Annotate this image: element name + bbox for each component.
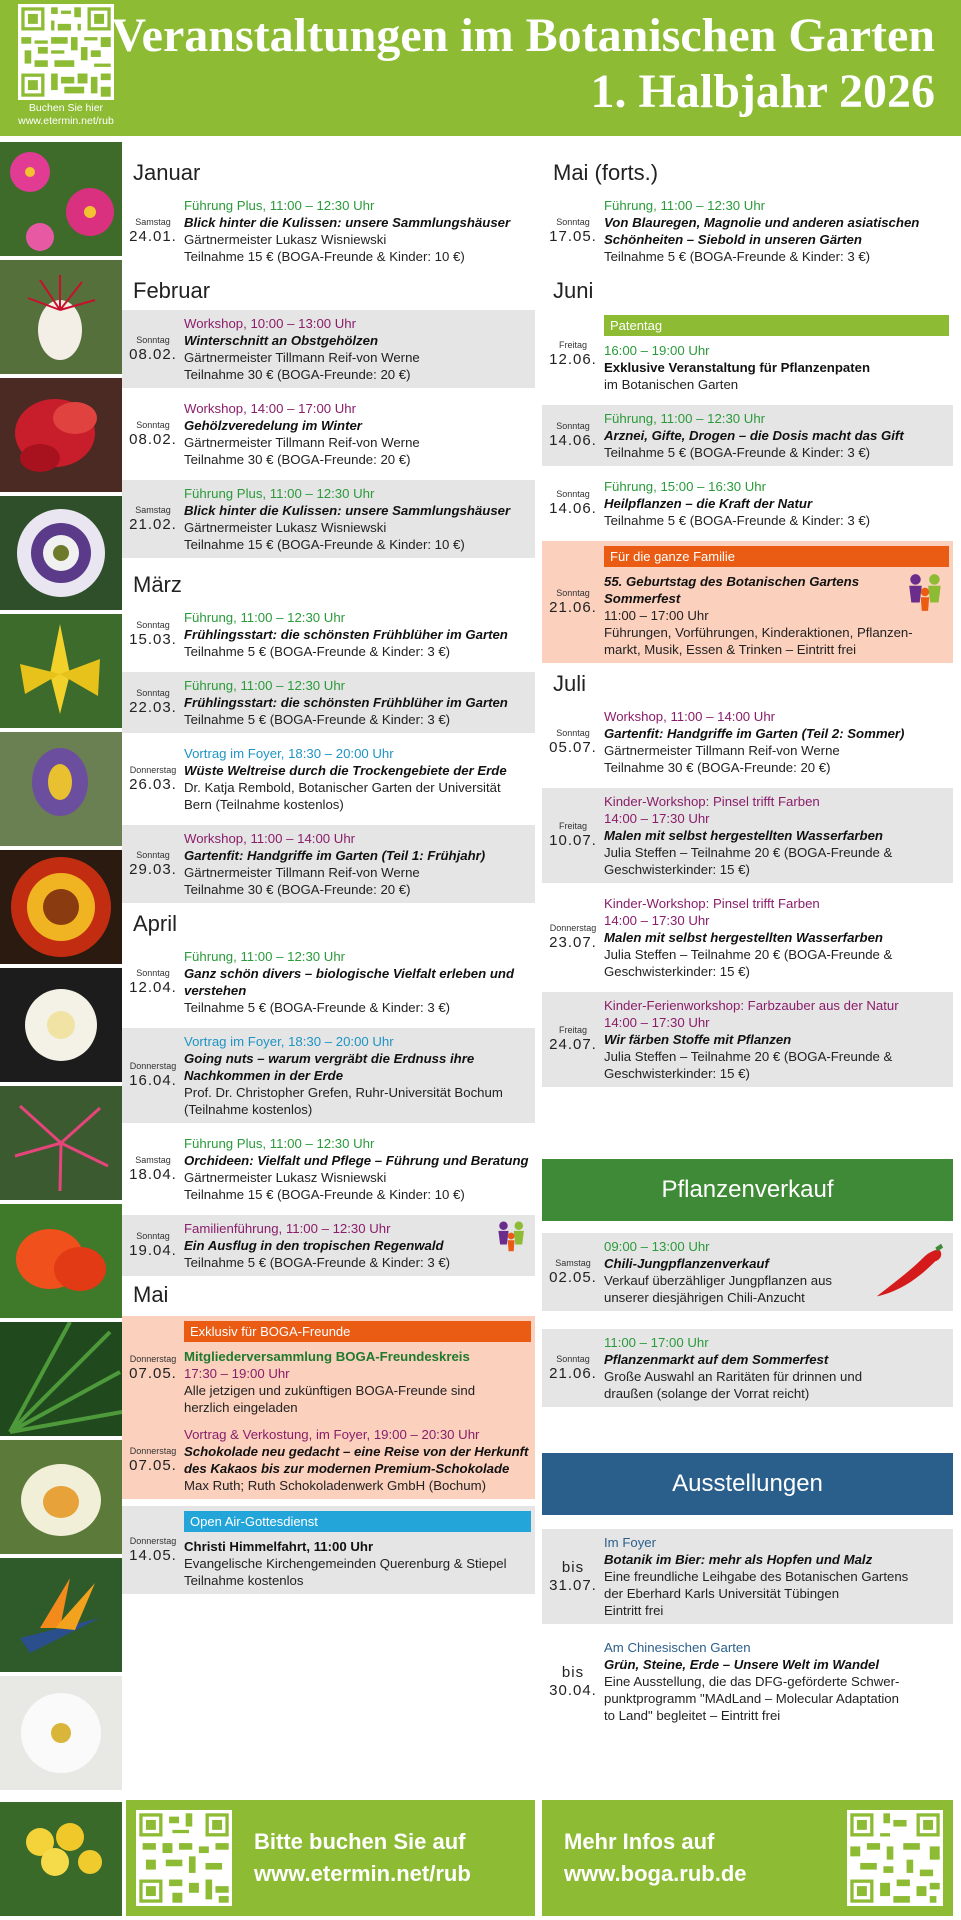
event-kind: Kinder-Workshop: Pinsel trifft Farben bbox=[604, 794, 820, 809]
event-time: 17:30 – 19:00 Uhr bbox=[184, 1366, 290, 1381]
pink-cosmos-photo bbox=[0, 142, 122, 256]
event-price: Teilnahme 5 € (BOGA-Freunde & Kinder: 3 €) bbox=[184, 1000, 451, 1015]
event-entry bbox=[122, 1215, 535, 1276]
month-heading-mai-forts: Mai (forts.) bbox=[553, 160, 659, 185]
event-price: Geschwisterkinder: 15 €) bbox=[604, 862, 750, 877]
event-kind: Führung Plus, 11:00 – 12:30 Uhr bbox=[184, 198, 375, 213]
event-price: Teilnahme 5 € (BOGA-Freunde & Kinder: 3 €) bbox=[184, 712, 451, 727]
feijoa-flower-photo bbox=[0, 260, 122, 374]
event-date: 18.04. bbox=[129, 1165, 177, 1183]
event-date: 24.07. bbox=[549, 1036, 597, 1053]
event-detail: Eine freundliche Leihgabe des Botanischen Gartens bbox=[604, 1569, 909, 1584]
event-entry bbox=[122, 943, 535, 1021]
event-title: Wüste Weltreise durch die Trockengebiete der Erde bbox=[184, 763, 507, 778]
event-title: Chili-Jungpflanzenverkauf bbox=[604, 1256, 769, 1271]
event-title: Pflanzenmarkt auf dem Sommerfest bbox=[604, 1352, 829, 1367]
event-price: Teilnahme kostenlos bbox=[184, 1573, 304, 1588]
event-title: Heilpflanzen – die Kraft der Natur bbox=[604, 496, 813, 511]
plant-sale-entry bbox=[542, 1329, 953, 1407]
event-body bbox=[184, 1511, 531, 1589]
event-entry bbox=[122, 1130, 535, 1208]
bis-label: bis bbox=[561, 1663, 585, 1681]
event-title: Schokolade neu gedacht – eine Reise von der Herkunft des Kakaos bis zur modernen Premium-Schokolade bbox=[184, 1444, 529, 1476]
event-title: Von Blauregen, Magnolie und anderen asiatischen Schönheiten – Siebold in unseren Gärten bbox=[604, 215, 920, 247]
month-heading-juni: Juni bbox=[553, 278, 594, 303]
event-detail: Prof. Dr. Christopher Grefen, Ruhr-Universität Bochum bbox=[184, 1085, 503, 1100]
event-body bbox=[184, 948, 531, 1016]
event-entry bbox=[542, 310, 953, 398]
month-heading-februar: Februar bbox=[133, 278, 211, 303]
event-date: 10.07. bbox=[549, 832, 597, 849]
event-kind: Familienführung, 11:00 – 12:30 Uhr bbox=[184, 1221, 391, 1236]
month-heading-mai: Mai bbox=[133, 1282, 169, 1307]
event-title: Arznei, Gifte, Drogen – die Dosis macht das Gift bbox=[604, 428, 904, 443]
event-time: 09:00 – 13:00 Uhr bbox=[604, 1239, 710, 1254]
date-box bbox=[122, 1321, 184, 1416]
month-heading-april: April bbox=[133, 911, 178, 936]
footer-info-link[interactable]: www.boga.rub.de bbox=[564, 1861, 747, 1886]
exhibition-entry bbox=[542, 1529, 953, 1624]
event-entry bbox=[122, 672, 535, 733]
weekday: Sonntag bbox=[556, 587, 590, 598]
event-detail: Alle jetzigen und zukünftigen BOGA-Freunde sind bbox=[184, 1383, 476, 1398]
bird-of-paradise-photo bbox=[0, 1558, 122, 1672]
event-title: Frühlingsstart: die schönsten Frühblüher im Garten bbox=[184, 627, 508, 642]
event-date: 30.04. bbox=[549, 1681, 597, 1699]
qr-caption-line2[interactable]: www.etermin.net/rub bbox=[18, 115, 114, 127]
event-title: Blick hinter die Kulissen: unsere Sammlungshäuser bbox=[184, 503, 511, 518]
event-date: 17.05. bbox=[549, 227, 597, 245]
event-price: Teilnahme 5 € (BOGA-Freunde & Kinder: 3 €) bbox=[604, 445, 871, 460]
weekday: Sonntag bbox=[556, 489, 590, 499]
event-detail: herzlich eingeladen bbox=[184, 1400, 298, 1415]
event-date: 14.05. bbox=[129, 1546, 177, 1564]
event-body bbox=[604, 793, 949, 878]
date-box bbox=[122, 315, 184, 383]
event-price: Teilnahme 15 € (BOGA-Freunde & Kinder: 10 €) bbox=[184, 249, 465, 264]
passion-flower-photo bbox=[0, 496, 122, 610]
date-box bbox=[542, 895, 604, 980]
event-time: 11:00 – 17:00 Uhr bbox=[604, 1335, 709, 1350]
event-entry bbox=[122, 1421, 535, 1499]
event-body bbox=[184, 830, 531, 898]
event-detail: Julia Steffen – Teilnahme 20 € (BOGA-Freunde & bbox=[604, 1049, 893, 1064]
footer-info-line1: Mehr Infos auf bbox=[564, 1829, 715, 1854]
event-body bbox=[604, 478, 949, 529]
weekday: Donnerstag bbox=[549, 923, 597, 933]
open-air-bar: Open Air-Gottesdienst bbox=[184, 1511, 531, 1532]
event-price: Teilnahme 5 € (BOGA-Freunde & Kinder: 3 €) bbox=[604, 513, 871, 528]
event-entry bbox=[542, 788, 953, 883]
event-title: Exklusive Veranstaltung für Pflanzenpaten bbox=[604, 360, 871, 375]
event-entry bbox=[122, 192, 535, 270]
event-body bbox=[184, 1033, 531, 1118]
event-entry bbox=[542, 405, 953, 466]
event-title: Winterschnitt an Obstgehölzen bbox=[184, 333, 379, 348]
weekday: Donnerstag bbox=[129, 1354, 177, 1364]
event-date: 02.05. bbox=[549, 1268, 597, 1286]
weekday: Freitag bbox=[558, 1025, 587, 1035]
chili-pepper-icon bbox=[869, 1243, 947, 1303]
event-date: 14.06. bbox=[549, 432, 597, 449]
family-bar: Für die ganze Familie bbox=[604, 546, 949, 567]
event-date: 16.04. bbox=[129, 1072, 177, 1089]
event-title: 55. Geburtstag des Botanischen Gartens Sommerfest bbox=[604, 574, 860, 606]
event-price: Bern (Teilnahme kostenlos) bbox=[184, 797, 344, 812]
event-title: Malen mit selbst hergestellten Wasserfarben bbox=[604, 930, 883, 945]
event-detail: Gärtnermeister Tillmann Reif-von Werne bbox=[604, 743, 840, 758]
date-box bbox=[122, 1135, 184, 1203]
event-entry bbox=[122, 1028, 535, 1123]
event-date: 14.06. bbox=[549, 500, 597, 517]
event-date: 08.02. bbox=[129, 430, 177, 448]
event-body bbox=[184, 1220, 531, 1271]
event-body bbox=[184, 1135, 531, 1203]
event-date: 24.01. bbox=[129, 227, 177, 245]
qr-code-icon[interactable] bbox=[847, 1810, 943, 1906]
event-body bbox=[604, 708, 949, 776]
event-time: 11:00 – 17:00 Uhr bbox=[604, 608, 709, 623]
event-entry bbox=[122, 1506, 535, 1594]
family-icon bbox=[905, 571, 947, 613]
event-date: 21.06. bbox=[549, 598, 597, 616]
event-price: Teilnahme 30 € (BOGA-Freunde: 20 €) bbox=[184, 882, 411, 897]
event-kind: Kinder-Workshop: Pinsel trifft Farben bbox=[604, 896, 820, 911]
date-box bbox=[122, 1426, 184, 1494]
event-body bbox=[184, 485, 531, 553]
event-detail: Julia Steffen – Teilnahme 20 € (BOGA-Freunde & bbox=[604, 845, 893, 860]
event-detail: Gärtnermeister Tillmann Reif-von Werne bbox=[184, 350, 420, 365]
event-kind: Workshop, 11:00 – 14:00 Uhr bbox=[184, 831, 356, 846]
plant-sale-heading: Pflanzenverkauf bbox=[542, 1159, 953, 1221]
weekday: Sonntag bbox=[136, 967, 170, 978]
event-title: Ganz schön divers – biologische Vielfalt erleben und verstehen bbox=[184, 966, 515, 998]
event-date: 07.05. bbox=[129, 1365, 177, 1382]
weekday: Freitag bbox=[558, 821, 587, 831]
date-box bbox=[542, 478, 604, 529]
exhibition-place: Am Chinesischen Garten bbox=[604, 1640, 751, 1655]
page-title: Veranstaltungen im Botanischen Garten bbox=[111, 9, 935, 62]
event-body bbox=[604, 410, 949, 461]
event-detail: unserer diesjährigen Chili-Anzucht bbox=[604, 1290, 805, 1305]
header-banner bbox=[0, 0, 961, 136]
event-entry bbox=[122, 740, 535, 818]
cereus-flower-photo bbox=[0, 968, 122, 1082]
weekday: Sonntag bbox=[136, 849, 170, 860]
event-title: Malen mit selbst hergestellten Wasserfarben bbox=[604, 828, 883, 843]
event-detail: im Botanischen Garten bbox=[604, 377, 739, 392]
event-kind: Führung, 11:00 – 12:30 Uhr bbox=[184, 949, 346, 964]
event-body bbox=[604, 315, 949, 393]
exhibition-entry bbox=[542, 1634, 953, 1729]
event-body bbox=[184, 1321, 531, 1416]
date-box bbox=[542, 793, 604, 878]
event-price: Teilnahme 15 € (BOGA-Freunde & Kinder: 10 €) bbox=[184, 537, 465, 552]
event-price: Teilnahme 5 € (BOGA-Freunde & Kinder: 3 €) bbox=[184, 644, 451, 659]
event-kind: Führung, 11:00 – 12:30 Uhr bbox=[184, 610, 346, 625]
event-title: Frühlingsstart: die schönsten Frühblüher im Garten bbox=[184, 695, 508, 710]
event-date: 05.07. bbox=[549, 738, 597, 756]
event-kind: Führung, 11:00 – 12:30 Uhr bbox=[604, 198, 766, 213]
event-body bbox=[604, 1534, 949, 1619]
plant-sale-entry bbox=[542, 1233, 953, 1311]
date-box bbox=[122, 745, 184, 813]
month-heading-juli: Juli bbox=[553, 671, 587, 696]
red-flower-photo bbox=[0, 378, 122, 492]
qr-code-icon[interactable] bbox=[8, 4, 124, 100]
weekday: Sonntag bbox=[136, 334, 170, 345]
event-entry bbox=[122, 480, 535, 558]
event-title: Botanik im Bier: mehr als Hopfen und Malz bbox=[604, 1552, 873, 1567]
weekday: Samstag bbox=[135, 216, 171, 227]
event-entry bbox=[122, 604, 535, 665]
event-entry bbox=[122, 1316, 535, 1421]
event-detail: Gärtnermeister Tillmann Reif-von Werne bbox=[184, 865, 420, 880]
left-column bbox=[122, 140, 535, 1594]
date-box bbox=[542, 546, 604, 658]
weekday: Donnerstag bbox=[129, 1445, 177, 1456]
event-date: 08.02. bbox=[129, 345, 177, 363]
event-body bbox=[604, 546, 949, 658]
event-price: Teilnahme 30 € (BOGA-Freunde: 20 €) bbox=[604, 760, 831, 775]
weekday: Donnerstag bbox=[129, 1061, 177, 1071]
date-box bbox=[122, 197, 184, 265]
event-date: 23.07. bbox=[549, 934, 597, 951]
event-date: 29.03. bbox=[129, 860, 177, 878]
event-body bbox=[604, 997, 949, 1082]
date-box bbox=[122, 609, 184, 660]
event-entry bbox=[542, 192, 953, 270]
event-entry bbox=[122, 825, 535, 903]
footer-booking-line1: Bitte buchen Sie auf bbox=[254, 1829, 466, 1854]
exhibition-place: Im Foyer bbox=[604, 1535, 657, 1550]
event-kind: Führung Plus, 11:00 – 12:30 Uhr bbox=[184, 486, 375, 501]
weekday: Sonntag bbox=[136, 688, 170, 698]
pasque-flower-photo bbox=[0, 732, 122, 846]
event-body bbox=[604, 1639, 949, 1724]
date-box bbox=[542, 1534, 604, 1619]
event-body bbox=[604, 197, 949, 265]
exhibitions-heading: Ausstellungen bbox=[542, 1453, 953, 1515]
event-body bbox=[184, 609, 531, 660]
event-title: Gehölzveredelung im Winter bbox=[184, 418, 362, 433]
event-kind: Vortrag im Foyer, 18:30 – 20:00 Uhr bbox=[184, 746, 394, 761]
event-kind: Workshop, 14:00 – 17:00 Uhr bbox=[184, 401, 357, 416]
event-body bbox=[604, 1334, 949, 1402]
family-icon bbox=[495, 1219, 529, 1253]
cowslip-photo bbox=[0, 1802, 122, 1916]
event-price: Teilnahme 5 € (BOGA-Freunde & Kinder: 3 €) bbox=[184, 1255, 451, 1270]
grevillea-photo bbox=[0, 1086, 122, 1200]
page-subtitle: 1. Halbjahr 2026 bbox=[590, 65, 935, 118]
event-time: 14:00 – 17:30 Uhr bbox=[604, 811, 710, 826]
event-price: Teilnahme 15 € (BOGA-Freunde & Kinder: 10 €) bbox=[184, 1187, 465, 1202]
event-date: 07.05. bbox=[129, 1456, 177, 1474]
weekday: Sonntag bbox=[556, 216, 590, 227]
event-kind: Workshop, 10:00 – 13:00 Uhr bbox=[184, 316, 357, 331]
event-entry bbox=[542, 541, 953, 663]
event-time: 14:00 – 17:30 Uhr bbox=[604, 913, 710, 928]
event-detail: Julia Steffen – Teilnahme 20 € (BOGA-Freunde & bbox=[604, 947, 893, 962]
event-price: Geschwisterkinder: 15 €) bbox=[604, 964, 750, 979]
date-box bbox=[122, 677, 184, 728]
event-detail: Evangelische Kirchengemeinden Querenburg & Stiepel bbox=[184, 1556, 507, 1571]
patentag-bar: Patentag bbox=[604, 315, 949, 336]
event-detail: Gärtnermeister Lukasz Wisniewski bbox=[184, 232, 387, 247]
weekday: Sonntag bbox=[556, 727, 590, 738]
event-detail: to Land" begleitet – Eintritt frei bbox=[604, 1708, 781, 1723]
event-title: Going nuts – warum vergräbt die Erdnuss ihre Nachkommen in der Erde bbox=[184, 1051, 475, 1083]
event-detail: Gärtnermeister Lukasz Wisniewski bbox=[184, 520, 387, 535]
date-box bbox=[122, 948, 184, 1016]
date-box bbox=[542, 1238, 604, 1306]
event-body bbox=[184, 315, 531, 383]
palm-leaves-photo bbox=[0, 1322, 122, 1436]
event-date: 15.03. bbox=[129, 631, 177, 648]
footer-booking-link[interactable]: www.etermin.net/rub bbox=[254, 1861, 471, 1886]
date-box bbox=[542, 1639, 604, 1724]
weekday: Sonntag bbox=[556, 1353, 590, 1364]
event-body bbox=[184, 745, 531, 813]
weekday: Donnerstag bbox=[129, 1535, 177, 1546]
date-box bbox=[122, 1511, 184, 1589]
exclusive-bar: Exklusiv für BOGA-Freunde bbox=[184, 1321, 531, 1342]
event-time: 14:00 – 17:30 Uhr bbox=[604, 1015, 710, 1030]
date-box bbox=[542, 315, 604, 393]
date-box bbox=[542, 410, 604, 461]
event-entry bbox=[122, 310, 535, 388]
qr-code-icon[interactable] bbox=[136, 1810, 232, 1906]
date-box bbox=[122, 1220, 184, 1271]
bis-label: bis bbox=[561, 1558, 585, 1576]
event-kind: Führung, 15:00 – 16:30 Uhr bbox=[604, 479, 767, 494]
event-time: 16:00 – 19:00 Uhr bbox=[604, 343, 710, 358]
date-box bbox=[542, 1334, 604, 1402]
event-detail: der Eberhard Karls Universität Tübingen bbox=[604, 1586, 840, 1601]
weekday: Sonntag bbox=[556, 421, 590, 431]
event-title: Gartenfit: Handgriffe im Garten (Teil 2: Sommer) bbox=[604, 726, 905, 741]
event-detail: Gärtnermeister Tillmann Reif-von Werne bbox=[184, 435, 420, 450]
event-title: Grün, Steine, Erde – Unsere Welt im Wandel bbox=[604, 1657, 880, 1672]
event-title: Ein Ausflug in den tropischen Regenwald bbox=[184, 1238, 444, 1253]
weekday: Sonntag bbox=[136, 620, 170, 630]
cactus-flower-photo bbox=[0, 850, 122, 964]
event-price: Eintritt frei bbox=[604, 1603, 664, 1618]
event-kind: Führung Plus, 11:00 – 12:30 Uhr bbox=[184, 1136, 375, 1151]
weekday: Samstag bbox=[135, 504, 171, 515]
event-title: Wir färben Stoffe mit Pflanzen bbox=[604, 1032, 792, 1047]
event-kind: Workshop, 11:00 – 14:00 Uhr bbox=[604, 709, 776, 724]
event-date: 26.03. bbox=[129, 775, 177, 793]
event-detail: Dr. Katja Rembold, Botanischer Garten der Universität bbox=[184, 780, 501, 795]
tulip-tree-photo bbox=[0, 1440, 122, 1554]
event-title: Mitgliederversammlung BOGA-Freundeskreis bbox=[184, 1349, 470, 1364]
event-detail: Eine Ausstellung, die das DFG-geförderte Schwer- bbox=[604, 1674, 900, 1689]
event-date: 31.07. bbox=[549, 1576, 597, 1594]
right-column bbox=[542, 140, 953, 1729]
yellow-orchid-photo bbox=[0, 614, 122, 728]
event-date: 12.06. bbox=[549, 350, 597, 368]
event-price: (Teilnahme kostenlos) bbox=[184, 1102, 313, 1117]
date-box bbox=[542, 708, 604, 776]
event-date: 19.04. bbox=[129, 1242, 177, 1259]
white-poppy-photo bbox=[0, 1676, 122, 1790]
event-price: Geschwisterkinder: 15 €) bbox=[604, 1066, 750, 1081]
event-detail: Gärtnermeister Lukasz Wisniewski bbox=[184, 1170, 387, 1185]
qr-caption bbox=[2, 102, 130, 128]
event-date: 21.02. bbox=[129, 515, 177, 533]
month-heading-maerz: März bbox=[133, 572, 182, 597]
event-body bbox=[184, 1426, 531, 1494]
month-heading-januar: Januar bbox=[133, 160, 201, 185]
event-entry bbox=[542, 890, 953, 985]
footer-booking-text bbox=[254, 1826, 471, 1890]
event-entry bbox=[542, 473, 953, 534]
footer-booking-panel bbox=[126, 1800, 535, 1916]
event-detail: punktprogramm "MAdLand – Molecular Adaptation bbox=[604, 1691, 899, 1706]
date-box bbox=[122, 485, 184, 553]
weekday: Freitag bbox=[558, 339, 587, 350]
event-title: Christi Himmelfahrt, 11:00 Uhr bbox=[184, 1539, 374, 1554]
event-kind: Kinder-Ferienworkshop: Farbzauber aus der Natur bbox=[604, 998, 899, 1013]
event-body bbox=[184, 400, 531, 468]
event-title: Orchideen: Vielfalt und Pflege – Führung und Beratung bbox=[184, 1153, 529, 1168]
event-kind: Vortrag im Foyer, 18:30 – 20:00 Uhr bbox=[184, 1034, 394, 1049]
event-detail: draußen (solange der Vorrat reicht) bbox=[604, 1386, 810, 1401]
event-title: Blick hinter die Kulissen: unsere Sammlungshäuser bbox=[184, 215, 511, 230]
event-entry bbox=[542, 992, 953, 1087]
event-kind: Vortrag & Verkostung, im Foyer, 19:00 – 20:30 Uhr bbox=[184, 1427, 480, 1442]
event-detail: Führungen, Vorführungen, Kinderaktionen, Pflanzen- bbox=[604, 625, 913, 640]
event-body bbox=[604, 895, 949, 980]
weekday: Sonntag bbox=[136, 1231, 170, 1241]
event-price: Teilnahme 5 € (BOGA-Freunde & Kinder: 3 €) bbox=[604, 249, 871, 264]
event-entry bbox=[122, 395, 535, 473]
weekday: Samstag bbox=[555, 1257, 591, 1268]
date-box bbox=[122, 1033, 184, 1118]
date-box bbox=[122, 830, 184, 898]
qr-caption-line1: Buchen Sie hier bbox=[28, 102, 104, 114]
event-price: Teilnahme 30 € (BOGA-Freunde: 20 €) bbox=[184, 452, 411, 467]
event-date: 22.03. bbox=[129, 699, 177, 716]
event-date: 21.06. bbox=[549, 1364, 597, 1382]
footer-info-text bbox=[564, 1826, 747, 1890]
event-detail: markt, Musik, Essen & Trinken – Eintritt frei bbox=[604, 642, 857, 657]
event-price: Teilnahme 30 € (BOGA-Freunde: 20 €) bbox=[184, 367, 411, 382]
event-kind: Führung, 11:00 – 12:30 Uhr bbox=[184, 678, 346, 693]
event-detail: Große Auswahl an Raritäten für drinnen und bbox=[604, 1369, 863, 1384]
event-entry bbox=[542, 703, 953, 781]
weekday: Sonntag bbox=[136, 419, 170, 430]
canna-flower-photo bbox=[0, 1204, 122, 1318]
event-title: Gartenfit: Handgriffe im Garten (Teil 1: Frühjahr) bbox=[184, 848, 486, 863]
event-kind: Führung, 11:00 – 12:30 Uhr bbox=[604, 411, 766, 426]
event-detail: Max Ruth; Ruth Schokoladenwerk GmbH (Bochum) bbox=[184, 1478, 486, 1493]
date-box bbox=[542, 197, 604, 265]
event-body bbox=[184, 677, 531, 728]
event-date: 12.04. bbox=[129, 978, 177, 996]
date-box bbox=[542, 997, 604, 1082]
event-body bbox=[184, 197, 531, 265]
date-box bbox=[122, 400, 184, 468]
event-detail: Verkauf überzähliger Jungpflanzen aus bbox=[604, 1273, 833, 1288]
photo-strip bbox=[0, 142, 122, 1787]
footer-info-panel bbox=[542, 1800, 953, 1916]
weekday: Samstag bbox=[135, 1154, 171, 1165]
weekday: Donnerstag bbox=[129, 764, 177, 775]
